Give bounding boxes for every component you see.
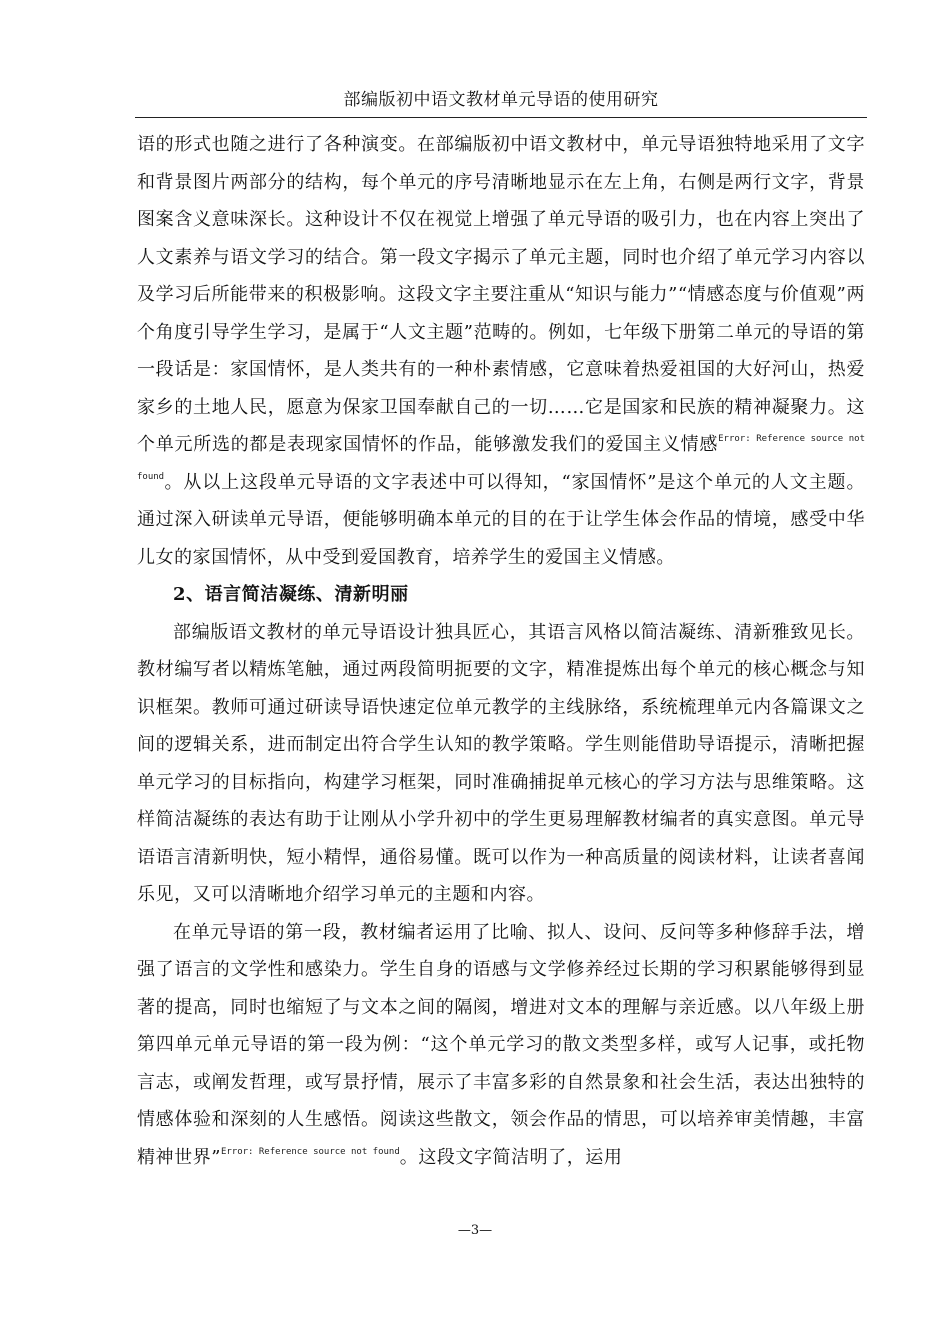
paragraph-3-text-a: 在单元导语的第一段，教材编者运用了比喻、拟人、设问、反问等多种修辞手法，增强了语言的文学性和感染力。学生自身的语感与文学修养经过长期的学习积累能够得到显著的提高，同时也缩短了与文本之间的隔阂，增进对文本的理解与亲近感。以八年级上册第四单元单元导语的第一段为例：“这个单元学习的散文类型多样，或写人记事，或托物言志，或阐发哲理，或写景抒情，展示了丰富多彩的自然景象和社会生活，表达出独特的情感体验和深刻的人生感悟。阅读这些散文，领会作品的情思，可以培养审美情趣，丰富精神世界” — [137, 921, 865, 1168]
paragraph-1-text-a: 语的形式也随之进行了各种演变。在部编版初中语文教材中，单元导语独特地采用了文字和背景图片两部分的结构，每个单元的序号清晰地显示在左上角，右侧是两行文字，背景图案含义意味深长。这种设计不仅在视觉上增强了单元导语的吸引力，也在内容上突出了人文素养与语文学习的结合。第一段文字揭示了单元主题，同时也介绍了单元学习内容以及学习后所能带来的积极影响。这段文字主要注重从“知识与能力”“情感态度与价值观”两个角度引导学生学习，是属于“人文主题”范畴的。例如，七年级下册第二单元的导语的第一段话是：家国情怀，是人类共有的一种朴素情感，它意味着热爱祖国的大好河山，热爱家乡的土地人民，愿意为保家卫国奉献自己的一切……它是国家和民族的精神凝聚力。这个单元所选的都是表现家国情怀的作品，能够激发我们的爱国主义情感 — [137, 134, 865, 455]
paragraph-3 — [137, 914, 865, 1177]
reference-error-2: Error: Reference source not found — [220, 1146, 400, 1157]
running-header — [135, 88, 867, 118]
page-number: —3— — [457, 1223, 493, 1238]
body-text — [137, 126, 865, 1176]
paragraph-3-text-b: 。这段文字简洁明了，运用 — [399, 1146, 623, 1168]
paragraph-1 — [137, 126, 865, 576]
section-subheading: 2、语言简洁凝练、清新明丽 — [173, 584, 409, 605]
paragraph-1-text-b: 。从以上这段单元导语的文字表述中可以得知，“家国情怀”是这个单元的人文主题。通过深入研读单元导语，便能够明确本单元的目的在于让学生体会作品的情境，感受中华儿女的家国情怀，从中受到爱国教育，培养学生的爱国主义情感。 — [137, 471, 865, 568]
paragraph-2: 部编版语文教材的单元导语设计独具匠心，其语言风格以简洁凝练、清新雅致见长。教材编写者以精炼笔触，通过两段简明扼要的文字，精准提炼出每个单元的核心概念与知识框架。教师可通过研读导语快速定位单元教学的主线脉络，系统梳理单元内各篇课文之间的逻辑关系，进而制定出符合学生认知的教学策略。学生则能借助导语提示，清晰把握单元学习的目标指向，构建学习框架，同时准确捕捉单元核心的学习方法与思维策略。这样简洁凝练的表达有助于让刚从小学升初中的学生更易理解教材编者的真实意图。单元导语语言清新明快，短小精悍，通俗易懂。既可以作为一种高质量的阅读材料，让读者喜闻乐见，又可以清晰地介绍学习单元的主题和内容。 — [137, 621, 865, 905]
header-title: 部编版初中语文教材单元导语的使用研究 — [343, 90, 659, 110]
page-footer — [0, 1222, 950, 1240]
reference-error-1: Error: Reference source not found — [137, 434, 865, 482]
